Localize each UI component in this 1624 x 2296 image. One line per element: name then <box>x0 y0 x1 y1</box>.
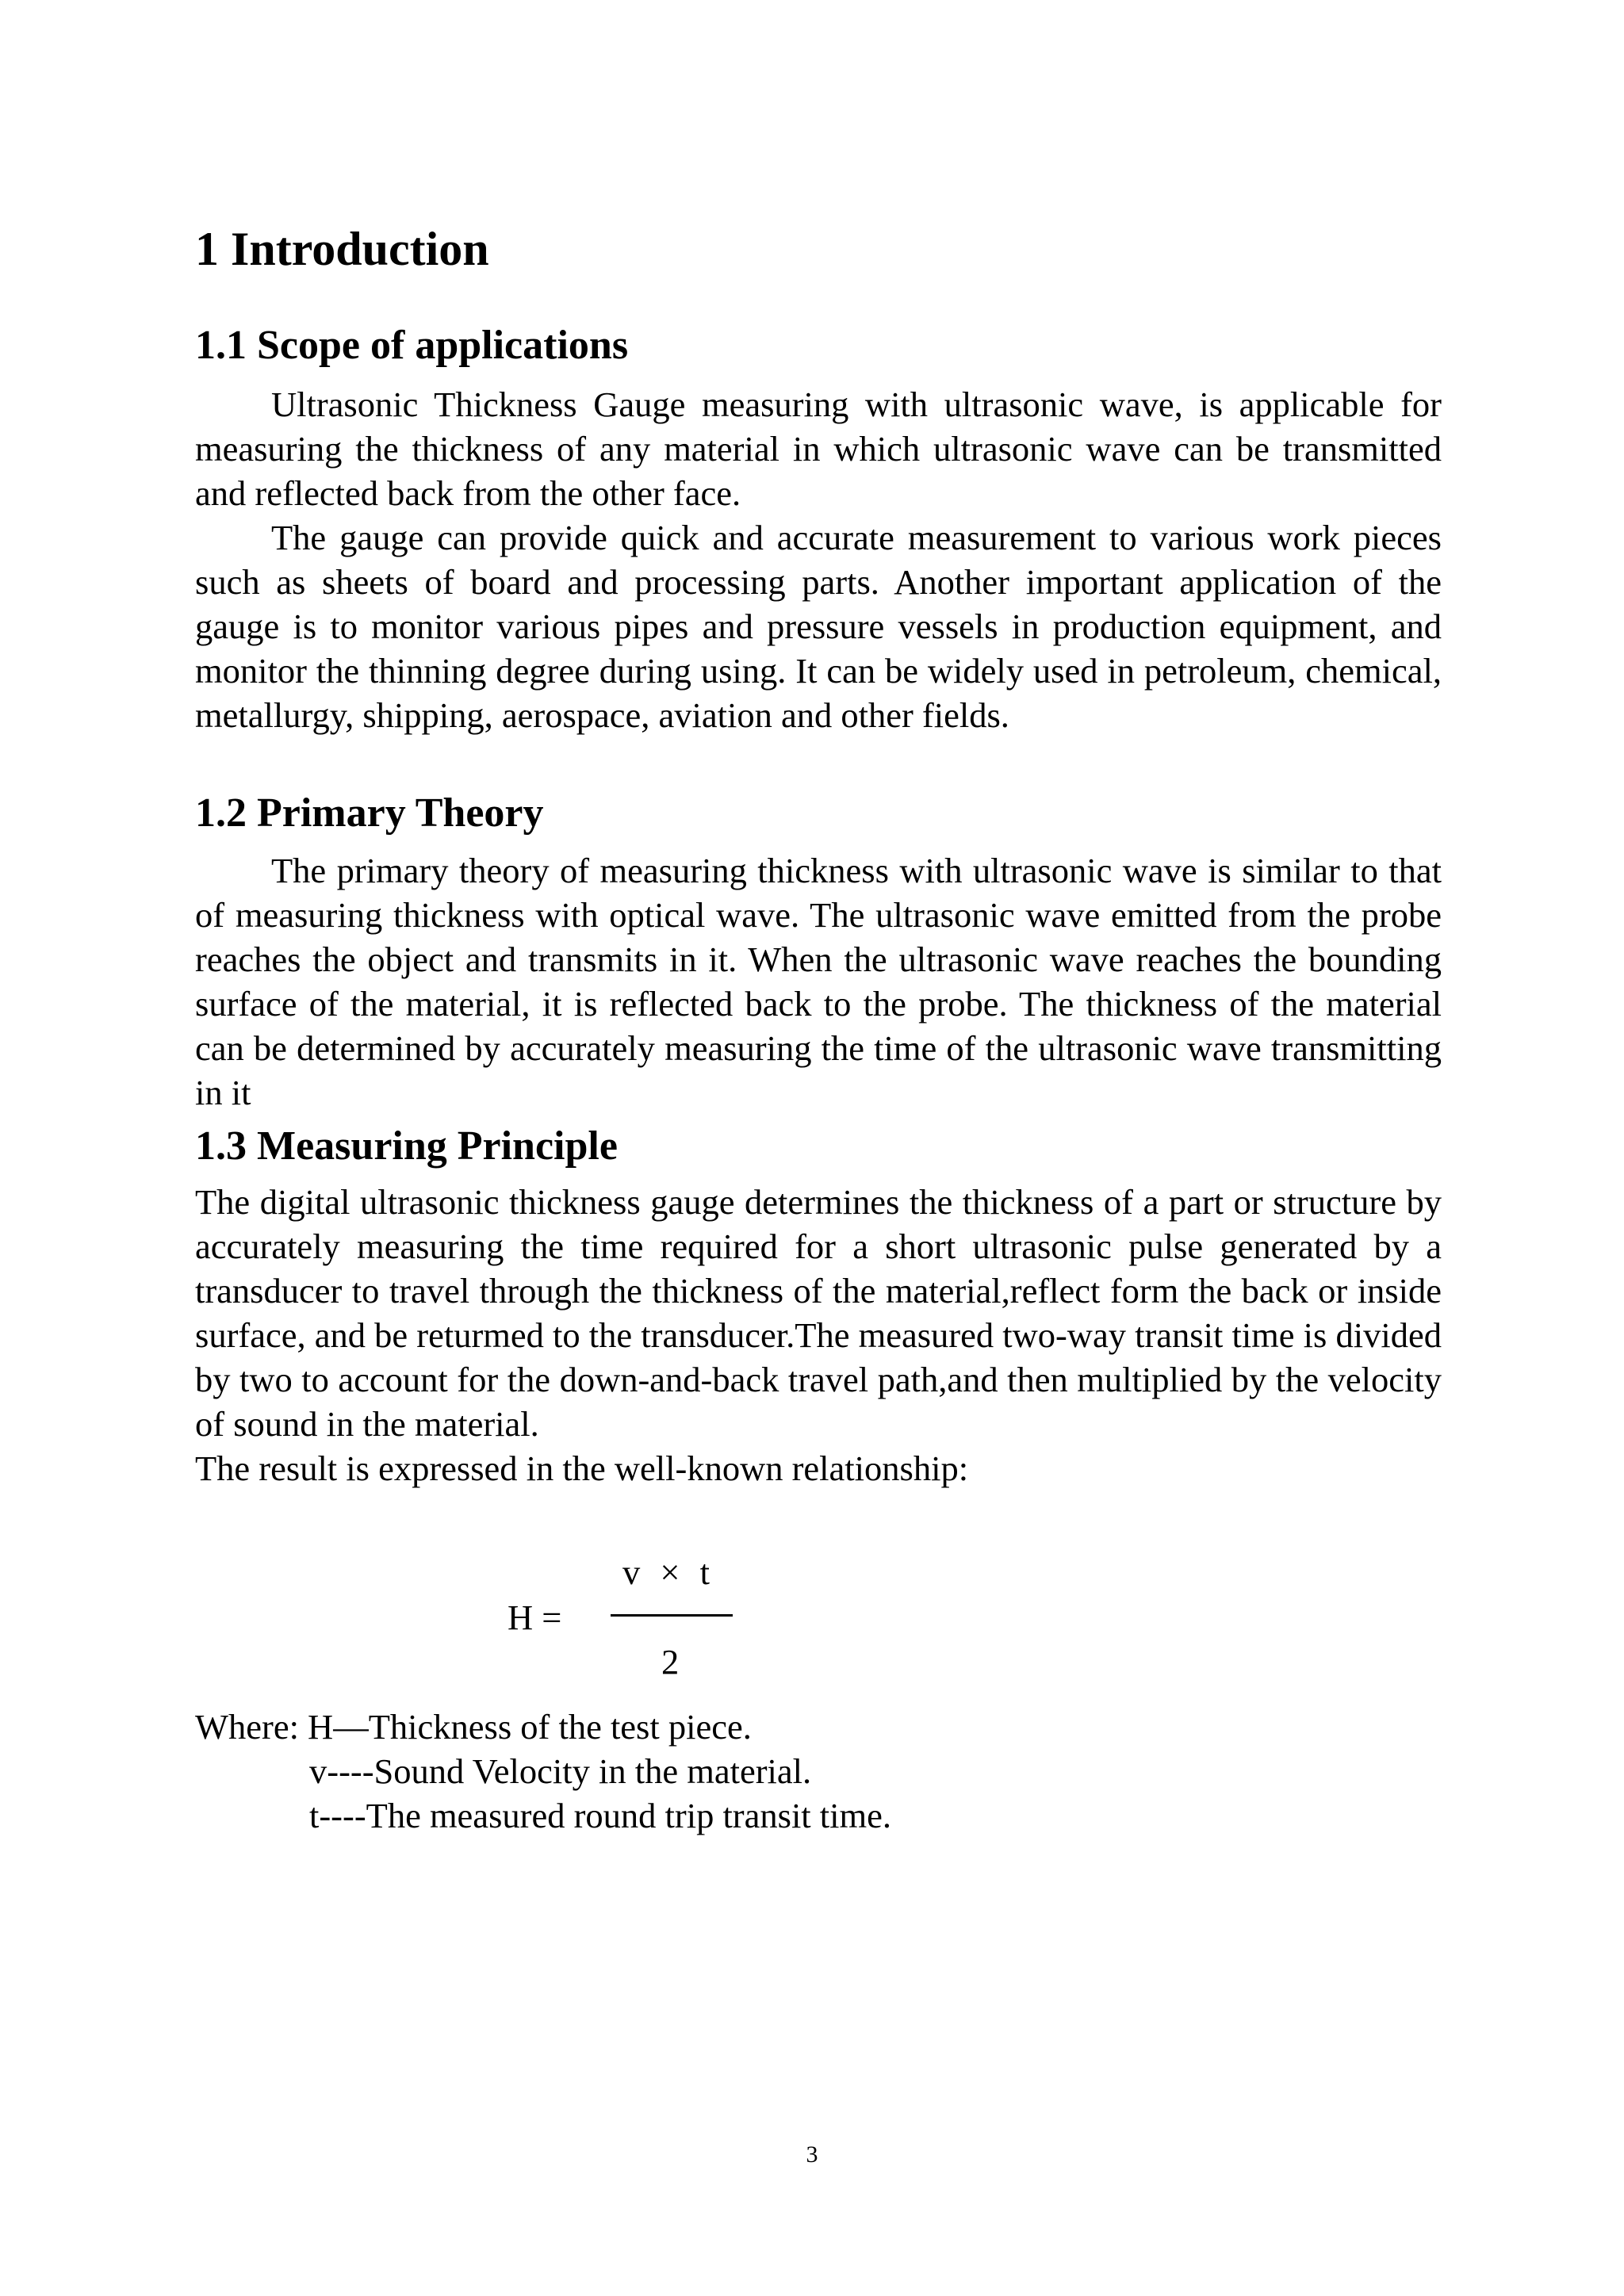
paragraph-measuring-principle: The digital ultrasonic thickness gauge determines the thickness of a part or structure by accurately measuring the time required for a short ultrasonic pulse generated by a transducer to travel through the thickness of the material,reflect form the back or inside surface, and be returmed to the transducer.The measured two-way transit time is divided by two to account for the down-and-back travel path,and then multiplied by the velocity of sound in the material. <box>195 1182 1442 1444</box>
page-number: 3 <box>806 2141 818 2168</box>
definition-t: t----The measured round trip transit time. <box>309 1796 892 1835</box>
paragraph-scope-2: The gauge can provide quick and accurate measurement to various work pieces such as sheets of board and processing parts. Another important application of the gauge is to monitor various pipes and pressure vessels in production equipment, and monitor the thinning degree during using. It can be widely used in petroleum, chemical, metallurgy, shipping, aerospace, aviation and other fields. <box>195 518 1442 735</box>
section-heading-measuring-principle: 1.3 Measuring Principle <box>195 1123 618 1169</box>
paragraph-primary-theory: The primary theory of measuring thickness with ultrasonic wave is similar to that of measuring thickness with optical wave. The ultrasonic wave emitted from the probe reaches the object and transmits in it. When the ultrasonic wave reaches the bounding surface of the material, it is reflected back to the probe. The thickness of the material can be determined by accurately measuring the time of the ultrasonic wave transmitting in it <box>195 851 1442 1112</box>
formula-lhs: H = <box>508 1598 562 1637</box>
section-heading-primary-theory: 1.2 Primary Theory <box>195 790 544 836</box>
definition-h: Where: H—Thickness of the test piece. <box>195 1707 752 1747</box>
chapter-title: 1 Introduction <box>195 223 489 275</box>
paragraph-scope-1: Ultrasonic Thickness Gauge measuring with ultrasonic wave, is applicable for measuring the thickness of any material in which ultrasonic wave can be transmitted and reflected back from the other face. <box>195 385 1442 513</box>
formula-denominator: 2 <box>661 1642 680 1682</box>
paragraph-relationship-intro: The result is expressed in the well-known relationship: <box>195 1448 969 1488</box>
fraction-bar <box>611 1614 733 1617</box>
section-heading-scope: 1.1 Scope of applications <box>195 323 629 368</box>
definition-v: v----Sound Velocity in the material. <box>309 1751 812 1791</box>
formula-numerator: v × t <box>622 1552 710 1592</box>
